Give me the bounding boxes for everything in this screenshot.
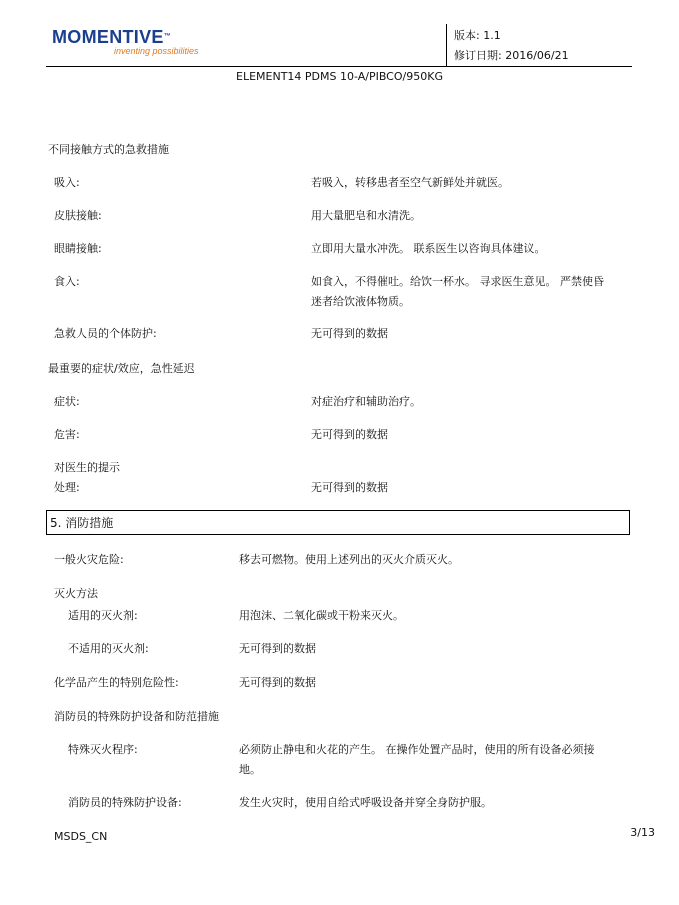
firefighter-ppe-heading: 消防员的特殊防护设备和防范措施 xyxy=(54,710,219,723)
product-name: ELEMENT14 PDMS 10-A/PIBCO/950KG xyxy=(236,70,443,83)
section-5-header-box xyxy=(46,510,630,535)
unsuitable-media-value: 无可得到的数据 xyxy=(239,642,316,655)
skin-contact-label: 皮肤接触: xyxy=(54,209,102,222)
version-label: 版本: 1.1 xyxy=(454,29,501,42)
inhalation-value: 若吸入，转移患者至空气新鲜处并就医。 xyxy=(311,176,509,189)
ingestion-value-line2: 迷者给饮液体物质。 xyxy=(311,295,410,308)
doctor-note-heading: 对医生的提示 xyxy=(54,461,120,474)
logo-tagline: inventing possibilities xyxy=(114,46,199,56)
header-divider-vertical xyxy=(446,24,447,66)
unsuitable-media-label: 不适用的灭火剂: xyxy=(68,642,149,655)
company-logo xyxy=(52,26,212,60)
chemical-hazards-label: 化学品产生的特别危险性: xyxy=(54,676,179,689)
symptoms-label: 症状: xyxy=(54,395,80,408)
special-procedures-label: 特殊灭火程序: xyxy=(68,743,138,756)
suitable-media-label: 适用的灭火剂: xyxy=(68,609,138,622)
hazards-label: 危害: xyxy=(54,428,80,441)
special-equipment-value: 发生火灾时，使用自给式呼吸设备并穿全身防护服。 xyxy=(239,796,492,809)
general-fire-hazard-label: 一般火灾危险: xyxy=(54,553,124,566)
treatment-value: 无可得到的数据 xyxy=(311,481,388,494)
ingestion-label: 食入: xyxy=(54,275,80,288)
eye-contact-label: 眼睛接触: xyxy=(54,242,102,255)
hazards-value: 无可得到的数据 xyxy=(311,428,388,441)
first-aider-protection-value: 无可得到的数据 xyxy=(311,327,388,340)
symptoms-value: 对症治疗和辅助治疗。 xyxy=(311,395,421,408)
revision-date: 修订日期: 2016/06/21 xyxy=(454,49,569,62)
first-aid-heading: 不同接触方式的急救措施 xyxy=(48,143,169,156)
footer-page-number: 3/13 xyxy=(630,826,655,839)
first-aider-protection-label: 急救人员的个体防护: xyxy=(54,327,157,340)
inhalation-label: 吸入: xyxy=(54,176,80,189)
special-equipment-label: 消防员的特殊防护设备: xyxy=(68,796,182,809)
ingestion-value-line1: 如食入，不得催吐。给饮一杯水。 寻求医生意见。 严禁使昏 xyxy=(311,275,604,288)
symptoms-heading: 最重要的症状/效应，急性延迟 xyxy=(48,362,195,375)
header-rule xyxy=(46,66,632,67)
special-procedures-value-line2: 地。 xyxy=(239,763,261,776)
skin-contact-value: 用大量肥皂和水清洗。 xyxy=(311,209,421,222)
suitable-media-value: 用泡沫、二氧化碳或干粉来灭火。 xyxy=(239,609,404,622)
extinguishing-methods-heading: 灭火方法 xyxy=(54,587,98,600)
treatment-label: 处理: xyxy=(54,481,80,494)
section-5-title: 5. 消防措施 xyxy=(50,516,114,530)
logo-wordmark: MOMENTIVE™ xyxy=(52,27,172,47)
special-procedures-value-line1: 必须防止静电和火花的产生。 在操作处置产品时，使用的所有设备必须接 xyxy=(239,743,595,756)
general-fire-hazard-value: 移去可燃物。使用上述列出的灭火介质灭火。 xyxy=(239,553,459,566)
eye-contact-value: 立即用大量水冲洗。 联系医生以咨询具体建议。 xyxy=(311,242,546,255)
chemical-hazards-value: 无可得到的数据 xyxy=(239,676,316,689)
footer-doc-id: MSDS_CN xyxy=(54,830,108,843)
